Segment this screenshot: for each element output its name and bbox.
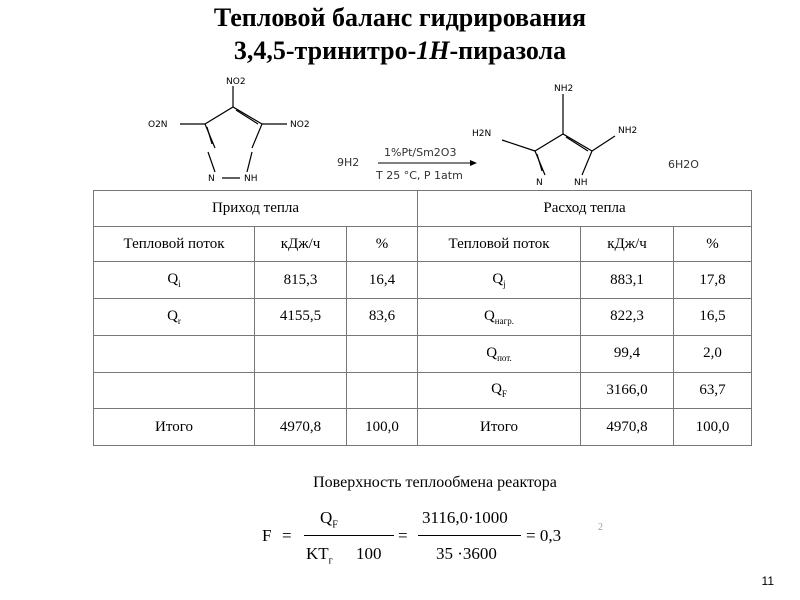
table-row — [94, 335, 752, 372]
slide-title-line-1: Тепловой баланс гидрирования — [213, 3, 587, 32]
income-flow-cell — [94, 372, 255, 409]
byproduct-water: 6H2O — [668, 158, 699, 171]
title-italic: 1H — [416, 36, 450, 65]
product-top-group: NH2 — [554, 84, 574, 94]
income-total-kj: 4970,8 — [255, 409, 347, 446]
income-pct-cell — [347, 335, 418, 372]
fraction-bar-2 — [418, 535, 521, 536]
reactant-top-group: NO2 — [226, 77, 246, 87]
title-prefix: 3,4,5-тринитро- — [233, 36, 417, 65]
product-ring-n: N — [536, 178, 543, 188]
income-kj-cell: 815,3 — [255, 262, 347, 299]
reaction-scheme — [0, 72, 800, 192]
column-header-row — [94, 226, 752, 262]
formula-equals-2: = — [398, 526, 408, 545]
conditions-label: T 25 °C, P 1atm — [376, 169, 463, 182]
expense-flow-cell: $Q_F$ — [418, 372, 581, 409]
expense-flow-cell: $Q_j$ — [418, 262, 581, 299]
column-header: Тепловой поток — [418, 226, 581, 262]
formula-result: = 0,3 — [526, 526, 562, 545]
expense-total-kj: 4970,8 — [581, 409, 674, 446]
formula-lhs: F — [262, 526, 272, 545]
expense-pct-cell: 16,5 — [674, 299, 752, 336]
formula-unit-exponent: 2 — [598, 522, 603, 533]
income-pct-cell — [347, 372, 418, 409]
income-header: Приход тепла — [94, 191, 418, 227]
expense-header: Расход тепла — [418, 191, 752, 227]
heat-exchange-formula — [260, 508, 610, 578]
formula-equals-1: = — [282, 526, 292, 545]
income-kj-cell: 4155,5 — [255, 299, 347, 336]
column-header: % — [674, 226, 752, 262]
income-total-pct: 100,0 — [347, 409, 418, 446]
slide-title-line-2 — [0, 35, 800, 66]
expense-pct-cell: 2,0 — [674, 335, 752, 372]
table-row — [94, 262, 752, 299]
expense-kj-cell: 883,1 — [581, 262, 674, 299]
income-kj-cell — [255, 372, 347, 409]
expense-kj-cell: 3166,0 — [581, 372, 674, 409]
fraction-bar-1 — [304, 535, 394, 536]
column-header: кДж/ч — [581, 226, 674, 262]
reactant-structure — [180, 86, 287, 178]
reagent-hydrogen: 9H2 — [337, 156, 360, 169]
reactant-right-group: NO2 — [290, 120, 310, 130]
surface-caption: Поверхность теплообмена реактора — [313, 474, 557, 491]
expense-kj-cell: 99,4 — [581, 335, 674, 372]
expense-total-label: Итого — [418, 409, 581, 446]
expense-kj-cell: 822,3 — [581, 299, 674, 336]
reactant-ring-nh: NH — [244, 174, 258, 184]
heat-balance-table — [93, 190, 752, 446]
reactant-ring-n: N — [208, 174, 215, 184]
table-row — [94, 299, 752, 336]
formula-denominator-2: 35 ·3600 — [436, 544, 497, 563]
catalyst-label: 1%Pt/Sm2O3 — [384, 146, 457, 159]
column-header: % — [347, 226, 418, 262]
income-pct-cell: 83,6 — [347, 299, 418, 336]
product-structure — [502, 94, 615, 175]
title-suffix: -пиразола — [449, 36, 567, 65]
formula-denominator-extra: 100 — [356, 544, 382, 563]
expense-total-pct: 100,0 — [674, 409, 752, 446]
product-right-group: NH2 — [618, 126, 638, 136]
expense-flow-cell: $Q_{нагр.}$ — [418, 299, 581, 336]
table-row — [94, 372, 752, 409]
page-number: 11 — [761, 574, 774, 588]
income-flow-cell: $Q_r$ — [94, 299, 255, 336]
formula-denominator-1: $KT_г$ — [306, 544, 333, 567]
income-pct-cell: 16,4 — [347, 262, 418, 299]
column-header: Тепловой поток — [94, 226, 255, 262]
reactant-left-group: O2N — [148, 120, 168, 130]
expense-pct-cell: 63,7 — [674, 372, 752, 409]
expense-flow-cell: $Q_{пот.}$ — [418, 335, 581, 372]
product-left-group: H2N — [472, 129, 492, 139]
column-header: кДж/ч — [255, 226, 347, 262]
reaction-arrow — [378, 160, 477, 166]
total-row — [94, 409, 752, 446]
formula-numerator-1: $Q_F$ — [320, 508, 338, 531]
expense-pct-cell: 17,8 — [674, 262, 752, 299]
income-total-label: Итого — [94, 409, 255, 446]
formula-numerator-2: 3116,0·1000 — [422, 508, 508, 527]
product-ring-nh: NH — [574, 178, 588, 188]
income-kj-cell — [255, 335, 347, 372]
income-flow-cell — [94, 335, 255, 372]
income-flow-cell: $Q_i$ — [94, 262, 255, 299]
